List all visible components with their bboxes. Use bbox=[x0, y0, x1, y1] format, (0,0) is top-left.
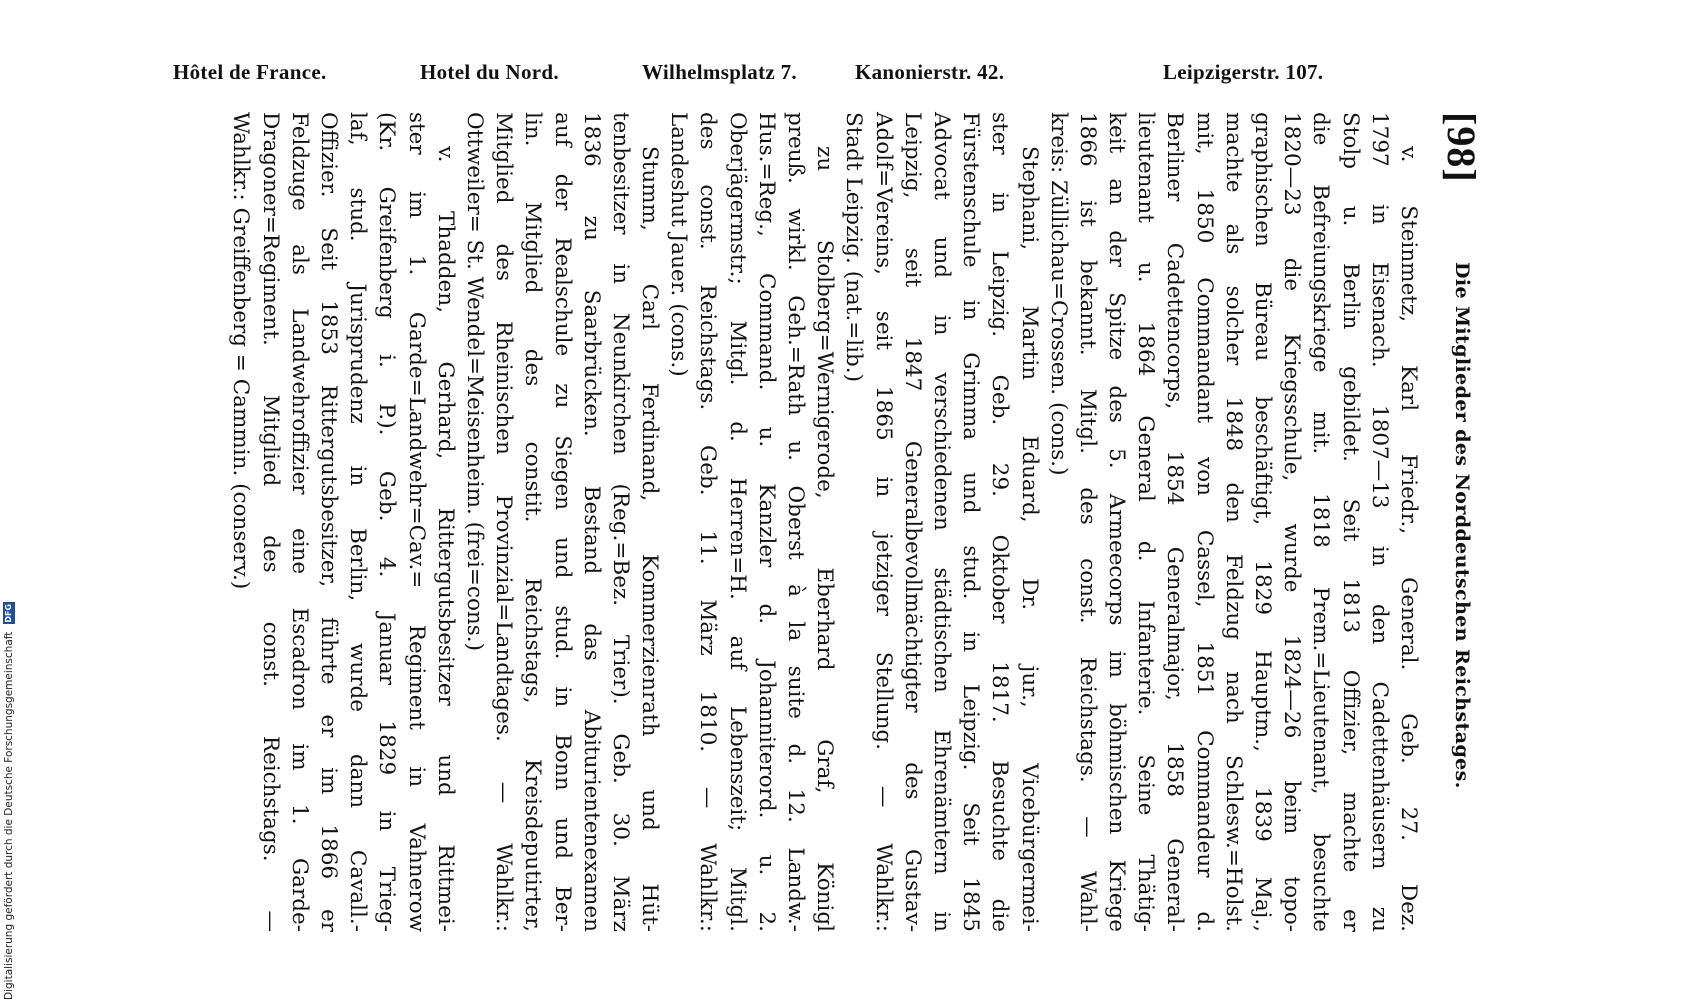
text-line: v. Thadden, Gerhard, Rittergutsbesitzer und Rittmei- bbox=[432, 146, 458, 932]
text-line: Landeshut Jauer. (cons.) bbox=[666, 112, 692, 377]
body-text bbox=[226, 112, 1423, 932]
text-line: Berliner Cadettencorps, 1854 Generalmajor, 1858 General- bbox=[1162, 112, 1188, 932]
page-inner bbox=[125, 112, 1485, 932]
page-number: [98] bbox=[1439, 112, 1484, 183]
text-line: 1797 in Eisenach. 1807—13 in den Cadettenhäusern zu bbox=[1366, 112, 1392, 932]
text-line: die Befreiungskriege mit. 1818 Prem.=Lieutenant, besuchte bbox=[1308, 112, 1334, 932]
header-kanonierstr: Kanonierstr. 42. bbox=[855, 60, 1005, 84]
text-line: Stumm, Carl Ferdinand, Kommerzienrath und Hüt- bbox=[637, 146, 663, 932]
text-line: des const. Reichstags. Geb. 11. März 1810. — Wahlkr.: bbox=[695, 112, 721, 932]
text-line: preuß. wirkl. Geh.=Rath u. Oberst à la suite d. 12. Landw.- bbox=[783, 112, 809, 932]
dfg-credit-text: Digitalisierung gefördert durch die Deutsche Forschungsgemeinschaft bbox=[3, 631, 15, 1000]
text-line: 1820—23 die Kriegsschule, wurde 1824—26 beim topo- bbox=[1279, 112, 1305, 932]
text-line: 1866 ist bekannt. Mitgl. des const. Reichstags. — Wahl- bbox=[1074, 112, 1100, 932]
text-line: v. Steinmetz, Karl Friedr., General. Geb. 27. Dez. bbox=[1396, 146, 1421, 932]
text-line: Feldzuge als Landwehroffizier eine Escadron im 1. Garde- bbox=[286, 112, 312, 932]
text-line: Dragoner=Regiment. Mitglied des const. Reichstags. — bbox=[257, 112, 283, 932]
dfg-logo-icon: DFG bbox=[4, 603, 13, 623]
text-line: Fürstenschule in Grimma und stud. in Leipzig. Seit 1845 bbox=[958, 112, 984, 932]
running-title: Die Mitglieder des Norddeutschen Reichstages. bbox=[1451, 262, 1473, 789]
text-line: Mitglied des Rheinischen Provinzial=Landtages. — Wahlkr.: bbox=[491, 112, 517, 932]
text-line: tenbesitzer in Neunkirchen (Reg.=Bez. Trier). Geb. 30. März bbox=[607, 112, 633, 932]
text-line: Offizier. Seit 1853 Rittergutsbesitzer, führte er im 1866 er bbox=[316, 112, 342, 932]
header-hotel-du-nord: Hotel du Nord. bbox=[420, 60, 559, 84]
text-line: Stadt Leipzig. (nat.=lib.) bbox=[841, 112, 867, 382]
text-line: graphischen Büreau beschäftigt, 1829 Hauptm., 1839 Maj., bbox=[1250, 112, 1276, 932]
rotated-page-block bbox=[125, 112, 1485, 932]
text-line: laf, stud. Jurisprudenz in Berlin, wurde dann Cavall.- bbox=[345, 112, 371, 932]
header-hotel-de-france: Hôtel de France. bbox=[173, 60, 327, 84]
text-line: Wahlkr.: Greiffenberg = Cammin. (conserv.) bbox=[228, 112, 254, 590]
text-line: auf der Realschule zu Siegen und stud. in Bonn und Ber- bbox=[549, 112, 575, 932]
address-header-row bbox=[0, 60, 1686, 90]
header-leipzigerstr: Leipzigerstr. 107. bbox=[1163, 60, 1324, 84]
text-line: Hus.=Reg., Command. u. Kanzler d. Johanniterord. u. 2. bbox=[753, 112, 779, 932]
text-line: machte als solcher 1848 den Feldzug nach Schlesw.=Holst. bbox=[1220, 112, 1246, 932]
running-head bbox=[1435, 112, 1485, 932]
text-line: Leipzig, seit 1847 Generalbevollmächtigter des Gustav- bbox=[899, 112, 925, 932]
text-line: Adolf=Vereins, seit 1865 in jetziger Stellung. — Wahlkr.: bbox=[870, 112, 896, 932]
dfg-credit bbox=[2, 602, 16, 1000]
header-wilhelmsplatz: Wilhelmsplatz 7. bbox=[642, 60, 797, 84]
text-line: zu Stolberg=Wernigerode, Eberhard Graf, Königl bbox=[812, 146, 838, 932]
text-line: Stephani, Martin Eduard, Dr. jur., Vicebürgermei- bbox=[1016, 146, 1042, 932]
text-line: kreis: Züllichau=Crossen. (cons.) bbox=[1045, 112, 1071, 476]
text-line: Advocat und in verschiedenen städtischen Ehrenämtern in bbox=[929, 112, 954, 932]
text-line: Oberjägermstr.; Mitgl. d. Herren=H. auf Lebenszeit; Mitgl. bbox=[724, 112, 750, 932]
text-line: lin. Mitglied des constit. Reichstags, Kreisdeputirter, bbox=[520, 112, 546, 932]
text-line: keit an der Spitze des 5. Armeecorps im böhmischen Kriege bbox=[1104, 112, 1130, 932]
text-line: ster in Leipzig. Geb. 29. Oktober 1817. Besuchte die bbox=[987, 112, 1013, 932]
text-line: lieutenant u. 1864 General d. Infanterie. Seine Thätig- bbox=[1133, 112, 1159, 932]
text-line: Ottweiler= St. Wendel=Meisenheim. (frei=cons.) bbox=[462, 112, 487, 652]
text-line: 1836 zu Saarbrücken. Bestand das Abiturientenexamen bbox=[578, 112, 604, 932]
text-line: (Kr. Greifenberg i. P.). Geb. 4. Januar 1829 in Trieg- bbox=[374, 112, 400, 932]
text-line: ster im 1. Garde=Landwehr=Cav.= Regiment in Vahnerow bbox=[403, 112, 429, 932]
text-line: mit, 1850 Commandant von Cassel, 1851 Commandeur d. bbox=[1191, 112, 1217, 932]
text-line: Stolp u. Berlin gebildet. Seit 1813 Offizier, machte er bbox=[1337, 112, 1363, 932]
